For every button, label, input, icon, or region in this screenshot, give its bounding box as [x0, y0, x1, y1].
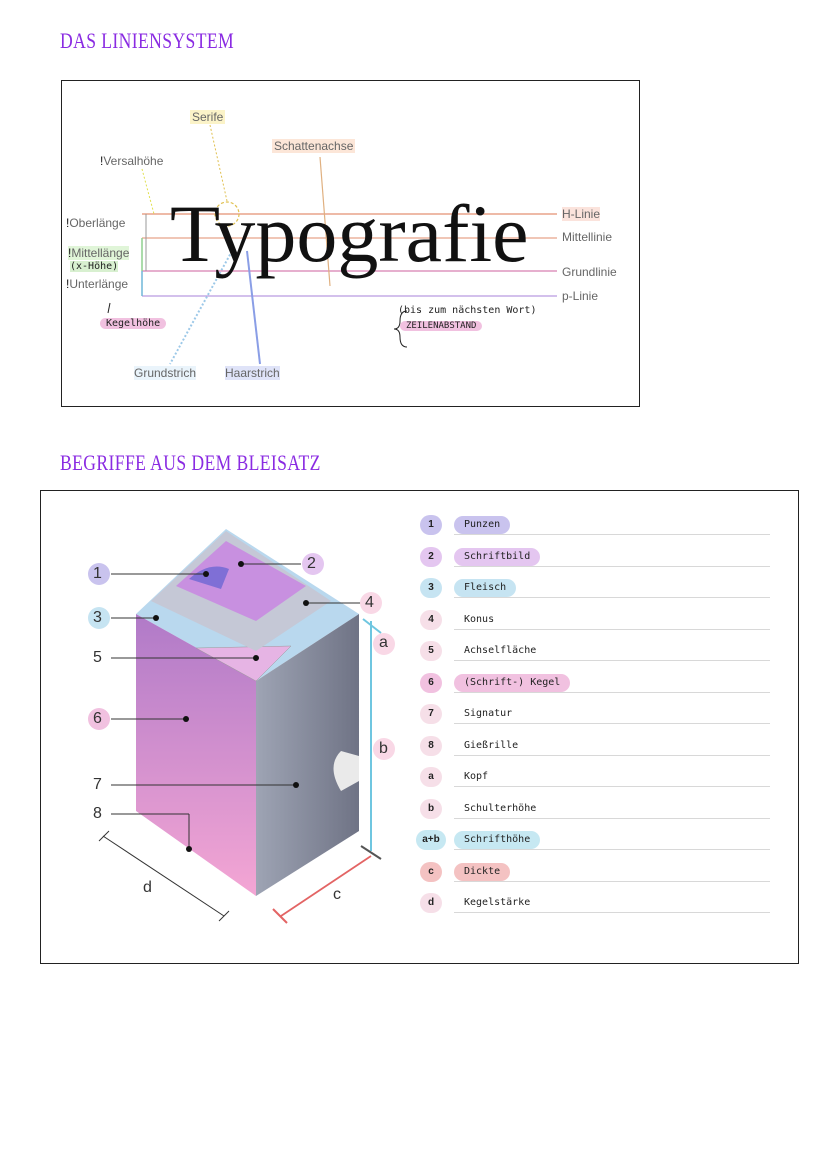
marker-d: d	[143, 879, 152, 896]
legend-row	[420, 891, 770, 915]
legend-rule	[454, 786, 770, 787]
legend-rule	[454, 660, 770, 661]
marker-c: c	[333, 886, 341, 903]
legend-term: Punzen	[454, 516, 510, 534]
legend-row	[420, 765, 770, 789]
mean-line-label: Mittellinie	[562, 230, 613, 244]
legend-row	[420, 576, 770, 600]
legend-rule	[454, 629, 770, 630]
legend-term: Schriftbild	[454, 548, 540, 566]
legend-row	[420, 797, 770, 821]
legend-term: Dickte	[454, 863, 510, 881]
legend-row	[420, 702, 770, 726]
leading-note: (bis zum nächsten Wort)	[398, 305, 537, 316]
x-height-label: !Mittellänge	[68, 246, 130, 260]
h-line-label: H-Linie	[562, 207, 601, 221]
legend-row	[420, 545, 770, 569]
marker-b: b	[379, 740, 388, 757]
legend-term: Achselfläche	[464, 645, 537, 656]
legend-term: Schrifthöhe	[454, 831, 540, 849]
marker-3: 3	[93, 609, 102, 626]
legend-key: 2	[420, 547, 442, 567]
typography-word: Typografie	[170, 188, 529, 279]
legend-term: Konus	[464, 613, 495, 625]
legend-key: b	[420, 799, 442, 819]
legend-key: d	[420, 893, 442, 913]
legend-rule	[454, 566, 770, 567]
legend-key: a+b	[416, 830, 446, 850]
legend-key: a	[420, 767, 442, 787]
marker-2: 2	[307, 555, 316, 572]
legend-rule	[454, 692, 770, 693]
heading-bleisatz: BEGRIFFE AUS DEM BLEISATZ	[60, 450, 321, 475]
legend-row	[420, 639, 770, 663]
legend-rule	[454, 534, 770, 535]
base-line-label: Grundlinie	[562, 265, 617, 279]
p-line-label: p-Linie	[562, 289, 599, 303]
legend-term: Kopf	[464, 771, 489, 782]
legend-key: 1	[420, 515, 442, 535]
marker-5: 5	[93, 649, 102, 666]
marker-8: 8	[93, 805, 102, 822]
legend-row	[420, 608, 770, 632]
legend-rule	[454, 755, 770, 756]
legend-key: 7	[420, 704, 442, 724]
body-size-label: Kegelhöhe	[100, 318, 166, 329]
descender-label: !Unterlänge	[66, 277, 129, 291]
legend-row	[420, 828, 770, 852]
shadow-axis-label: Schattenachse	[274, 139, 354, 153]
marker-a: a	[379, 634, 388, 651]
legend-term: Fleisch	[454, 579, 516, 597]
legend-key: c	[420, 862, 442, 882]
legend-rule	[454, 849, 770, 850]
legend-key: 8	[420, 736, 442, 756]
legend-term: Signatur	[464, 708, 513, 719]
legend-key: 5	[420, 641, 442, 661]
cap-height-label: !Versalhöhe	[100, 154, 164, 168]
legend-term: Kegelstärke	[464, 897, 531, 908]
leading-label: ZEILENABSTAND	[400, 321, 482, 331]
stem-label: Grundstrich	[134, 366, 197, 380]
marker-7: 7	[93, 776, 102, 793]
heading-liniensystem: DAS LINIENSYSTEM	[60, 28, 235, 53]
marker-1: 1	[93, 565, 102, 582]
legend-term: Gießrille	[464, 739, 519, 751]
legend-rule	[454, 881, 770, 882]
legend-key: 3	[420, 578, 442, 598]
legend-rule	[454, 818, 770, 819]
typography-diagram	[61, 80, 640, 407]
ascender-label: !Oberlänge	[66, 216, 126, 230]
legend-key: 6	[420, 673, 442, 693]
marker-4: 4	[365, 594, 374, 611]
legend-rule	[454, 597, 770, 598]
marker-6: 6	[93, 710, 102, 727]
legend-row	[420, 734, 770, 758]
legend-row	[420, 513, 770, 537]
legend-rule	[454, 912, 770, 913]
hairline-label: Haarstrich	[225, 366, 280, 380]
legend-row	[420, 671, 770, 695]
serif-label: Serife	[192, 110, 224, 124]
legend-term: Schulterhöhe	[464, 802, 537, 814]
x-height-note: (x-Höhe)	[70, 261, 119, 272]
legend-key: 4	[420, 610, 442, 630]
legend-rule	[454, 723, 770, 724]
legend-term: (Schrift-) Kegel	[454, 674, 570, 692]
legend-row	[420, 860, 770, 884]
